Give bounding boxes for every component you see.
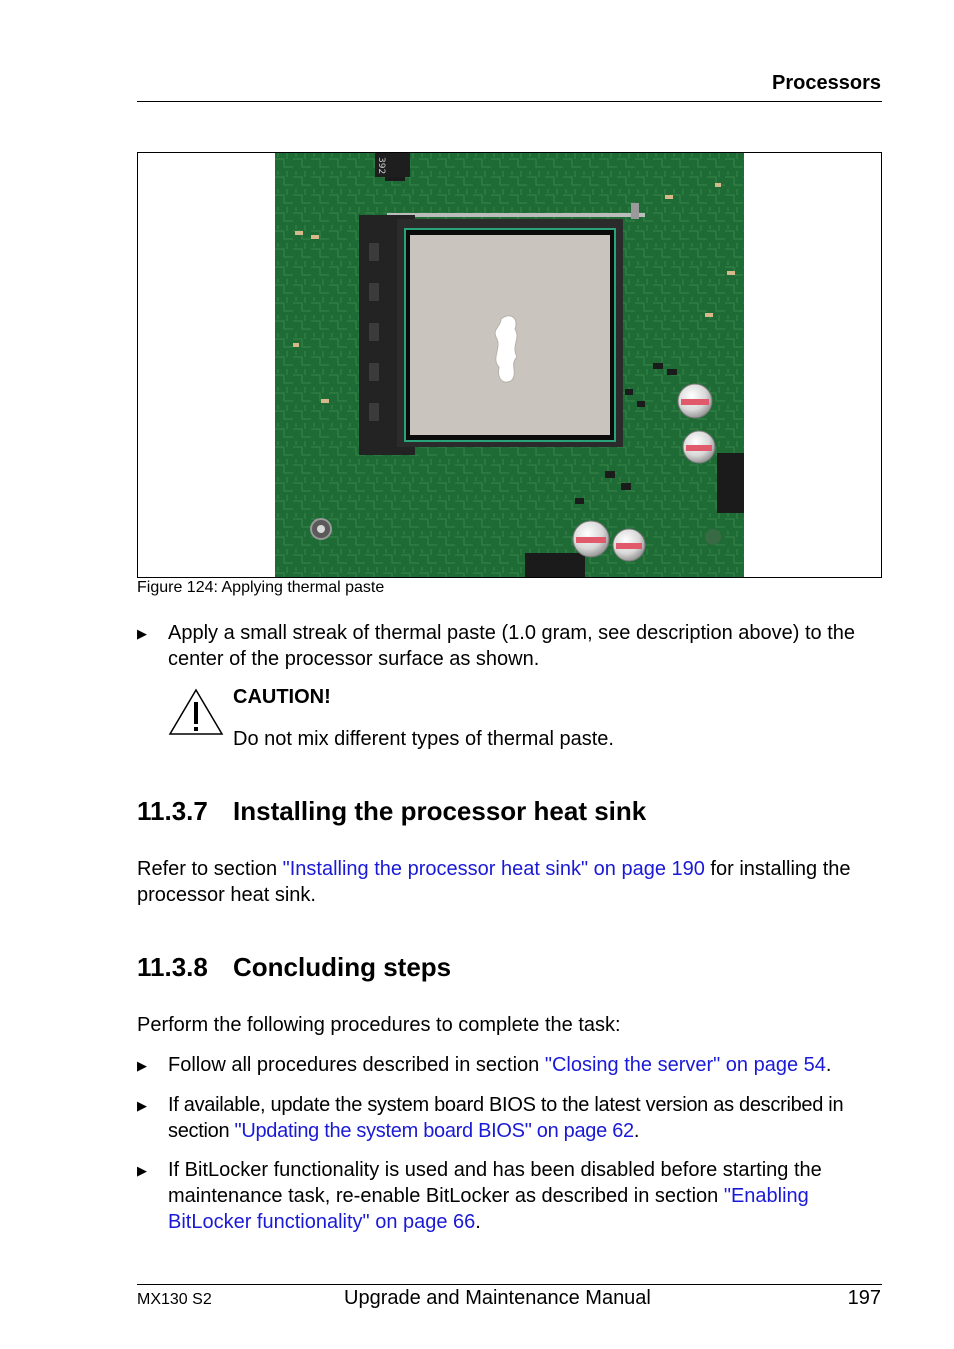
bullet-marker: ▶	[137, 1058, 147, 1073]
figure-frame	[137, 152, 882, 578]
section-11-3-8-intro: Perform the following procedures to complete the task:	[137, 1014, 621, 1036]
cross-reference-link[interactable]: "Updating the system board BIOS" on page 62	[234, 1120, 634, 1142]
footer-model: MX130 S2	[137, 1291, 212, 1308]
bullet-marker: ▶	[137, 1163, 147, 1178]
list-item	[168, 1052, 882, 1078]
list-item-text: .	[475, 1211, 481, 1233]
processor-socket-photo	[275, 153, 744, 577]
section-number: 11.3.8	[137, 952, 208, 982]
page-number: 197	[847, 1287, 881, 1309]
bullet-marker: ▶	[137, 626, 147, 641]
list-item-text: .	[633, 1120, 640, 1142]
bullet-marker: ▶	[137, 1098, 147, 1113]
list-item-text: Follow all procedures described in section	[168, 1054, 545, 1076]
caution-label: CAUTION!	[233, 686, 331, 708]
section-title: Concluding steps	[233, 952, 452, 982]
cross-reference-link[interactable]: "Enabling BitLocker functionality" on page 66	[168, 1185, 809, 1233]
section-11-3-7-paragraph	[137, 856, 882, 908]
paragraph-text: for installing the processor heat sink.	[137, 858, 851, 906]
footer-rule	[137, 1284, 882, 1285]
board-label: 392	[376, 157, 386, 175]
section-title: Installing the processor heat sink	[233, 796, 647, 826]
footer-manual-title: Upgrade and Maintenance Manual	[344, 1287, 651, 1309]
step-instruction: Apply a small streak of thermal paste (1.0 gram, see description above) to the center of the processor surface as shown.	[168, 622, 856, 670]
cross-reference-link[interactable]: "Closing the server" on page 54	[544, 1054, 826, 1076]
section-heading-11-3-7	[137, 796, 646, 827]
section-number: 11.3.7	[137, 796, 208, 826]
list-item	[168, 1157, 882, 1235]
figure-caption: Figure 124: Applying thermal paste	[137, 579, 385, 596]
list-item	[168, 1092, 882, 1144]
caution-icon	[168, 688, 224, 736]
paragraph-text: Refer to section	[137, 858, 283, 880]
section-heading-11-3-8	[137, 952, 451, 983]
running-header: Processors	[772, 72, 881, 94]
list-item-text: If available, update the system board BIOS to the latest version as described in section	[168, 1094, 844, 1142]
cross-reference-link[interactable]: "Installing the processor heat sink" on page 190	[282, 858, 705, 880]
list-item-text: If BitLocker functionality is used and has been disabled before starting the maintenance task, re-enable BitLocker as described in section	[168, 1159, 822, 1207]
header-rule	[137, 101, 882, 102]
list-item-text: .	[825, 1054, 832, 1076]
caution-text: Do not mix different types of thermal paste.	[233, 728, 614, 750]
